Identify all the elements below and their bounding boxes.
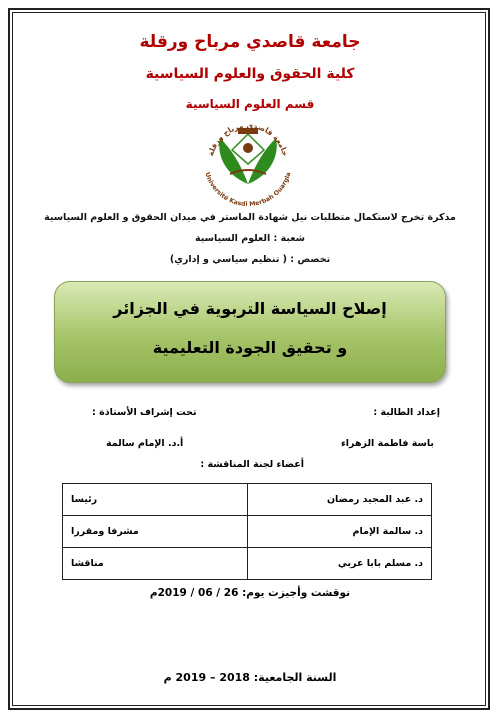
thesis-title-box xyxy=(54,281,446,383)
defense-date: نوقشت وأجيزت يوم: 26 / 06 / 2019م xyxy=(149,587,351,599)
university-name: جامعة قاصدي مرباح ورقلة xyxy=(139,32,361,52)
committee-label: أعضاء لجنة المناقشة : xyxy=(200,459,304,470)
university-logo xyxy=(178,114,318,210)
member-role: مشرفا ومقررا xyxy=(63,516,248,548)
member-role: رئيسا xyxy=(63,484,248,516)
academic-year: السنة الجامعية: 2018 – 2019 م xyxy=(163,671,337,684)
department-name: قسم العلوم السياسية xyxy=(185,97,315,111)
supervisor-name: أ.د. الإمام سالمة xyxy=(106,438,184,449)
svg-text:Université Kasdi Merbah Ouargl xyxy=(203,172,292,209)
table-row xyxy=(63,484,432,516)
branch-label: شعبة : العلوم السياسية xyxy=(195,233,305,244)
student-name: باسة فاطمة الزهراء xyxy=(340,438,434,449)
logo-arabic-ring-text: جامعة قاصدي مرباح ورقلة xyxy=(205,120,291,158)
member-role: مناقشا xyxy=(63,548,248,580)
table-row xyxy=(63,548,432,580)
logo-latin-ring-text: Université Kasdi Merbah Ouargla xyxy=(203,171,293,209)
thesis-description: مذكرة تخرج لاستكمال متطلبات نيل شهادة الماستر في ميدان الحقوق و العلوم السياسية xyxy=(44,212,456,223)
supervised-by-label: تحت إشراف الأستاذة : xyxy=(92,407,197,418)
specialization-label: تخصص : ( تنظيم سياسي و إداري) xyxy=(169,254,331,265)
member-name: د. سالمة الإمام xyxy=(247,516,432,548)
faculty-name: كلية الحقوق والعلوم السياسية xyxy=(145,66,355,82)
table-row xyxy=(63,516,432,548)
member-name: د. مسلم بابا عربي xyxy=(247,548,432,580)
prepared-by-label: إعداد الطالبة : xyxy=(373,407,440,418)
committee-table xyxy=(62,483,432,580)
thesis-title-line-2: و تحقيق الجودة التعليمية xyxy=(152,338,348,357)
member-name: د. عبد المجيد رمضان xyxy=(247,484,432,516)
thesis-title-line-1: إصلاح السياسة التربوية في الجزائر xyxy=(113,299,387,318)
